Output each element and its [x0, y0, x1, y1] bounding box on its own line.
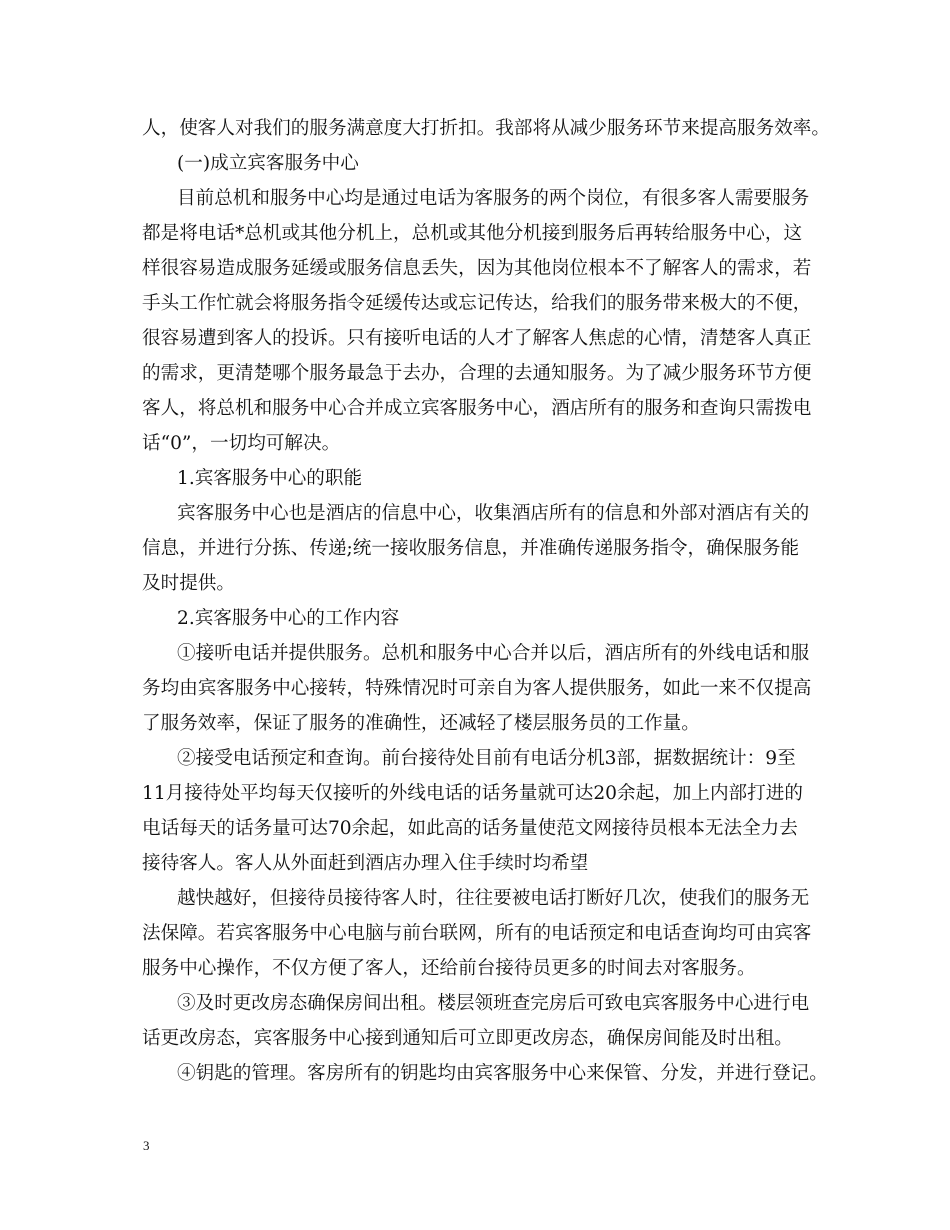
text-line: 话“0”，一切均可解决。 [142, 433, 341, 454]
text-line: 服务中心操作，不仅方便了客人，还给前台接待员更多的时间去对客服务。 [142, 958, 756, 979]
text-line: ④钥匙的管理。客房所有的钥匙均由宾客服务中心来保管、分发，并进行登记。 [177, 1063, 828, 1084]
page-number: 3 [143, 1138, 150, 1153]
text-line: ②接受电话预定和查询。前台接待处目前有电话分机3部，据数据统计：9至 [177, 748, 796, 769]
text-line: 越快越好，但接待员接待客人时，往往要被电话打断好几次，使我们的服务无 [177, 888, 810, 909]
text-line: 人，使客人对我们的服务满意度大打折扣。我部将从减少服务环节来提高服务效率。 [142, 118, 830, 139]
text-line: 务均由宾客服务中心接转，特殊情况时可亲自为客人提供服务，如此一来不仅提高 [142, 678, 812, 699]
text-line: ①接听电话并提供服务。总机和服务中心合并以后，酒店所有的外线电话和服 [177, 643, 810, 664]
text-line: 目前总机和服务中心均是通过电话为客服务的两个岗位，有很多客人需要服务 [177, 188, 810, 209]
text-line: 很容易遭到客人的投诉。只有接听电话的人才了解客人焦虑的心情，清楚客人真正 [142, 328, 812, 349]
subsection-heading: 2.宾客服务中心的工作内容 [177, 608, 400, 629]
text-line: 接待客人。客人从外面赶到酒店办理入住手续时均希望 [142, 853, 589, 874]
subsection-heading: 1.宾客服务中心的职能 [177, 468, 363, 489]
text-line: 都是将电话*总机或其他分机上，总机或其他分机接到服务后再转给服务中心，这 [142, 223, 803, 244]
text-line: 样很容易造成服务延缓或服务信息丢失，因为其他岗位根本不了解客人的需求，若 [142, 258, 812, 279]
text-line: 11月接待处平均每天仅接听的外线电话的话务量就可达20余起，加上内部打进的 [142, 783, 803, 804]
text-line: 了服务效率，保证了服务的准确性，还减轻了楼层服务员的工作量。 [142, 713, 700, 734]
text-line: 电话每天的话务量可达70余起，如此高的话务量使范文网接待员根本无法全力去 [142, 818, 798, 839]
text-line: 及时提供。 [142, 573, 235, 594]
text-line: ③及时更改房态确保房间出租。楼层领班查完房后可致电宾客服务中心进行电 [177, 993, 810, 1014]
text-line: 的需求，更清楚哪个服务最急于去办，合理的去通知服务。为了减少服务环节方便 [142, 363, 812, 384]
text-line: 话更改房态，宾客服务中心接到通知后可立即更改房态，确保房间能及时出租。 [142, 1028, 793, 1049]
text-line: 信息，并进行分拣、传递;统一接收服务信息，并准确传递服务指令，确保服务能 [142, 538, 800, 559]
text-line: 宾客服务中心也是酒店的信息中心，收集酒店所有的信息和外部对酒店有关的 [177, 503, 810, 524]
text-line: 手头工作忙就会将服务指令延缓传达或忘记传达，给我们的服务带来极大的不便， [142, 293, 812, 314]
text-line: 法保障。若宾客服务中心电脑与前台联网，所有的电话预定和电话查询均可由宾客 [142, 923, 812, 944]
text-line: 客人，将总机和服务中心合并成立宾客服务中心，酒店所有的服务和查询只需拨电 [142, 398, 812, 419]
section-heading: (一)成立宾客服务中心 [177, 153, 359, 174]
